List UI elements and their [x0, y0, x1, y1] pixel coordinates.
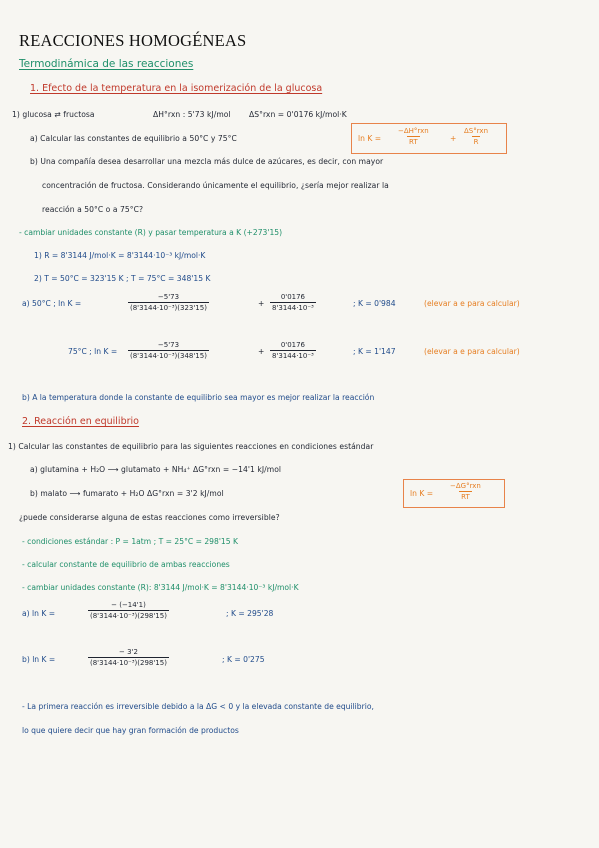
calc-2a-result: ; K = 295'28: [226, 609, 274, 618]
formula-numerator: −ΔG°rxn: [450, 482, 481, 490]
formula-denominator: R: [473, 138, 479, 146]
question-b-line-3: reacción a 50°C o a 75°C?: [42, 205, 144, 214]
note-units: - cambiar unidades constante (R) y pasar temperatura a K (+273'15): [19, 228, 283, 237]
denominator: 8'3144·10⁻³: [272, 352, 314, 360]
calc-a-plus: +: [258, 299, 265, 308]
question-b-line-2: concentración de fructosa. Considerando únicamente el equilibrio, ¿sería mejor realizar la: [42, 181, 389, 190]
calc-b-lhs: 75°C ; ln K =: [68, 347, 118, 356]
note-units-r: - cambiar unidades constante (R): 8'3144 J/mol·K = 8'3144·10⁻³ kJ/mol·K: [22, 583, 299, 592]
formula-denominator: RT: [409, 138, 418, 146]
denominator: (8'3144·10⁻³)(298'15): [90, 659, 167, 667]
calc-2a-lhs: a) ln K =: [22, 609, 56, 618]
calc-b-fraction-2: [270, 341, 316, 360]
formula-denominator: RT: [461, 493, 470, 501]
calc-2b-lhs: b) ln K =: [22, 655, 56, 664]
problem-1-enthalpy: ΔH°rxn : 5'73 kJ/mol: [153, 110, 231, 119]
reaction-a: a) glutamina + H₂O ⟶ glutamato + NH₄⁺ ΔG°rxn = −14'1 kJ/mol: [30, 465, 282, 474]
question-b-line-1: b) Una compañía desea desarrollar una mezcla más dulce de azúcares, es decir, con mayor: [30, 157, 384, 166]
denominator: (8'3144·10⁻³)(323'15): [130, 304, 207, 312]
formula-lhs: ln K =: [358, 134, 382, 143]
calc-b-fraction-1: [128, 341, 209, 360]
denominator: (8'3144·10⁻³)(298'15): [90, 612, 167, 620]
formula-plus: +: [450, 134, 457, 143]
calc-2b-result: ; K = 0'275: [222, 655, 265, 664]
problem-1-reaction: 1) glucosa ⇄ fructosa: [12, 110, 95, 119]
note-calc-constants: - calcular constante de equilibrio de ambas reacciones: [22, 560, 230, 569]
calc-a-fraction-1: [128, 293, 209, 312]
subheading-temperature-effect: 1. Efecto de la temperatura en la isomerización de la glucosa: [30, 83, 323, 94]
formula-numerator: ΔS°rxn: [464, 127, 489, 135]
formula-box-lnk-entropy: [351, 123, 507, 154]
reaction-b: b) malato ⟶ fumarato + H₂O ΔG°rxn = 3'2 kJ/mol: [30, 489, 224, 498]
problem-1-entropy: ΔS°rxn = 0'0176 kJ/mol·K: [249, 110, 347, 119]
subheading-equilibrium: 2. Reacción en equilibrio: [22, 416, 139, 427]
note-standard-conditions: - condiciones estándar : P = 1atm ; T = 25°C = 298'15 K: [22, 537, 238, 546]
numerator: −5'73: [157, 341, 180, 349]
conclusion-line-1: - La primera reacción es irreversible debido a la ΔG < 0 y la elevada constante de equilibrio,: [22, 702, 374, 711]
calc-a-fraction-2: [270, 293, 316, 312]
calc-a-lhs: a) 50°C ; ln K =: [22, 299, 82, 308]
step-2-temperatures: 2) T = 50°C = 323'15 K ; T = 75°C = 348'15 K: [34, 274, 211, 283]
page-title: REACCIONES HOMOGÉNEAS: [19, 31, 247, 50]
numerator: − (−14'1): [111, 601, 146, 609]
formula-fraction-enthalpy: [396, 127, 431, 146]
numerator: 0'0176: [280, 293, 306, 301]
formula-lhs: ln K =: [410, 489, 434, 498]
problem-2-statement: 1) Calcular las constantes de equilibrio para las siguientes reacciones en condiciones estándar: [8, 442, 374, 451]
formula-numerator: −ΔH°rxn: [398, 127, 429, 135]
question-a: a) Calcular las constantes de equilibrio a 50°C y 75°C: [30, 134, 237, 143]
formula-box-lnk-gibbs: [403, 479, 505, 508]
calc-b-result: ; K = 1'147: [353, 347, 396, 356]
section-heading-thermodynamics: Termodinámica de las reacciones: [19, 58, 194, 70]
question-irreversible: ¿puede considerarse alguna de estas reacciones como irreversible?: [19, 513, 280, 522]
calc-a-result: ; K = 0'984: [353, 299, 396, 308]
numerator: 0'0176: [280, 341, 306, 349]
formula-fraction-entropy: [462, 127, 490, 146]
step-1-r-constant: 1) R = 8'3144 J/mol·K = 8'3144·10⁻³ kJ/mol·K: [34, 251, 206, 260]
numerator: − 3'2: [119, 648, 138, 656]
answer-b: b) A la temperatura donde la constante de equilibrio sea mayor es mejor realizar la reacción: [22, 393, 375, 402]
calc-a-note: (elevar a e para calcular): [424, 299, 520, 308]
calc-b-plus: +: [258, 347, 265, 356]
formula-fraction-gibbs: [448, 482, 483, 501]
numerator: −5'73: [157, 293, 180, 301]
calc-b-note: (elevar a e para calcular): [424, 347, 520, 356]
conclusion-line-2: lo que quiere decir que hay gran formación de productos: [22, 726, 239, 735]
denominator: (8'3144·10⁻³)(348'15): [130, 352, 207, 360]
denominator: 8'3144·10⁻³: [272, 304, 314, 312]
calc-2a-fraction: [88, 601, 169, 620]
calc-2b-fraction: [88, 648, 169, 667]
